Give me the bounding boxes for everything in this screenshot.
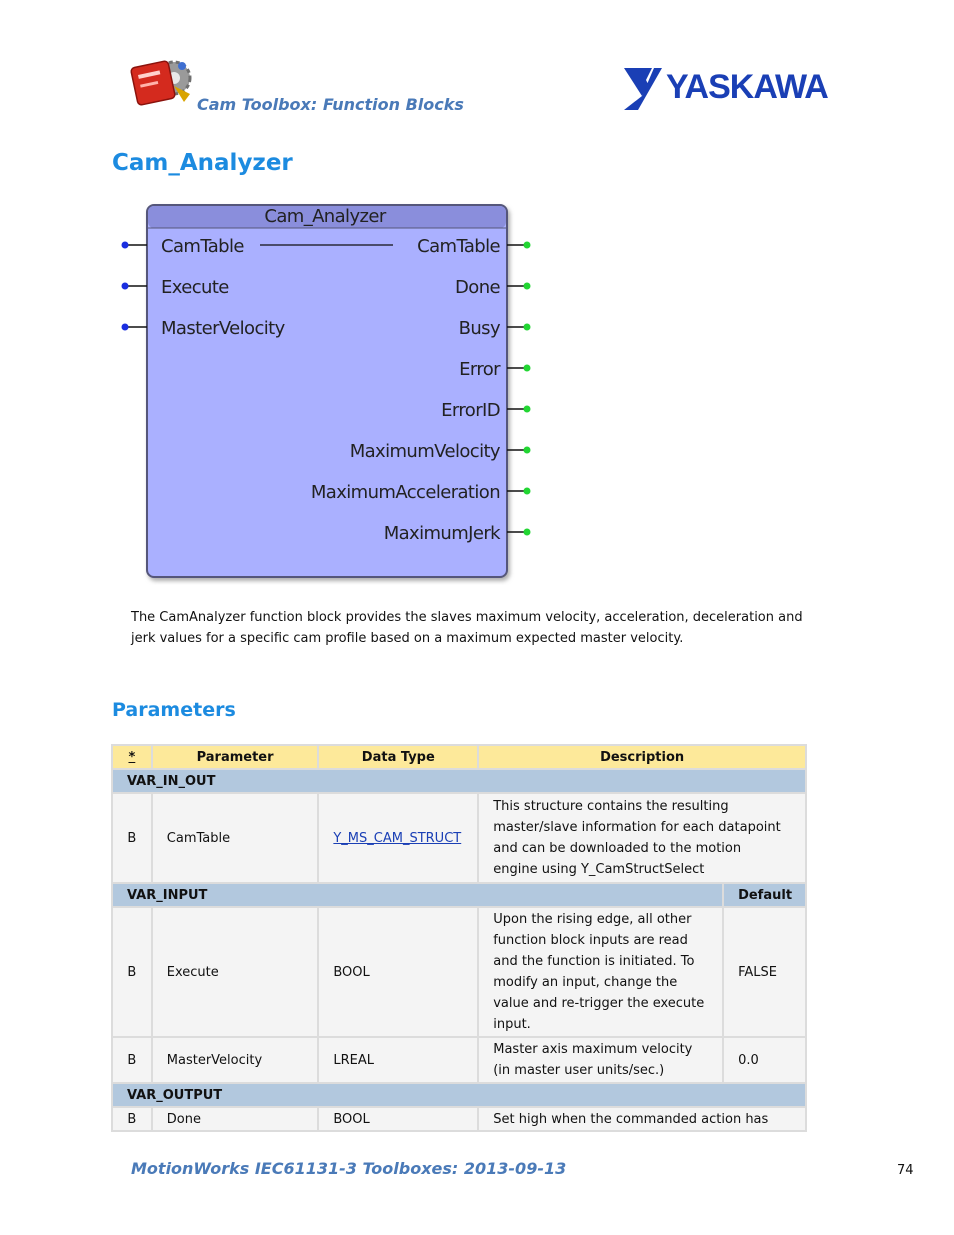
row-data-type: BOOL <box>318 907 478 1037</box>
fb-input-label: MasterVelocity <box>161 318 285 339</box>
fb-output-label: ErrorID <box>441 400 500 421</box>
row-flag: B <box>112 1107 152 1131</box>
fb-output-label: Done <box>455 277 500 298</box>
fb-input-label: Execute <box>161 277 229 298</box>
fb-output-maximumjerk <box>384 523 531 544</box>
block-description: The CamAnalyzer function block provides the slaves maximum velocity, acceleration, deceleration and jerk values for a specific cam profile based on a maximum expected master velocity. <box>131 610 803 646</box>
section-var-input: VAR_INPUT <box>112 883 723 907</box>
fb-output-label: Busy <box>458 318 500 339</box>
yaskawa-wordmark: YASKAWA <box>666 68 828 106</box>
page-number: 74 <box>897 1163 914 1178</box>
fb-output-label: CamTable <box>417 236 500 257</box>
row-description: Master axis maximum velocity (in master user units/sec.) <box>478 1037 723 1083</box>
row-flag: B <box>112 1037 152 1083</box>
row-parameter: Done <box>152 1107 319 1131</box>
fb-body <box>147 205 507 577</box>
header-section-title: Cam Toolbox: Function Blocks <box>197 95 464 114</box>
row-description: Upon the rising edge, all other function block inputs are read and the function is initiated. To modify an input, change the value and re-trigger the execute input. <box>478 907 723 1037</box>
parameters-heading: Parameters <box>112 699 236 721</box>
table-row <box>112 1107 806 1131</box>
fb-output-label: MaximumJerk <box>383 523 500 544</box>
section-row <box>112 883 806 907</box>
parameters-table <box>111 744 807 1132</box>
row-default: 0.0 <box>723 1037 806 1083</box>
function-block-diagram <box>115 200 535 585</box>
row-flag: B <box>112 907 152 1037</box>
section-var-in-out: VAR_IN_OUT <box>112 769 806 793</box>
row-data-type: LREAL <box>318 1037 478 1083</box>
toolbox-logo-icon <box>130 56 198 110</box>
header-star: * <box>112 745 152 769</box>
header-description: Description <box>478 745 806 769</box>
row-data-type <box>318 793 478 883</box>
fb-input-execute <box>122 277 230 298</box>
fb-output-busy <box>459 318 531 339</box>
row-parameter: CamTable <box>152 793 319 883</box>
section-default-header: Default <box>723 883 806 907</box>
table-row <box>112 1037 806 1083</box>
fb-output-label: MaximumVelocity <box>349 441 500 462</box>
fb-output-done <box>455 277 530 298</box>
section-var-output: VAR_OUTPUT <box>112 1083 806 1107</box>
header-data-type: Data Type <box>318 745 478 769</box>
fb-output-label: Error <box>459 359 500 380</box>
row-description: Set high when the commanded action has <box>478 1107 806 1131</box>
row-parameter: Execute <box>152 907 319 1037</box>
y-ms-cam-struct-link[interactable]: Y_MS_CAM_STRUCT <box>333 830 462 846</box>
fb-output-maximumacceleration <box>311 482 531 503</box>
row-description: This structure contains the resulting master/slave information for each datapoint and can be downloaded to the motion engine using Y_CamStructSelect <box>478 793 806 883</box>
fb-input-camtable <box>122 236 245 257</box>
row-data-type: BOOL <box>318 1107 478 1131</box>
fb-output-label: MaximumAcceleration <box>310 482 500 503</box>
fb-input-label: CamTable <box>161 236 244 257</box>
row-flag: B <box>112 793 152 883</box>
page-title: Cam_Analyzer <box>112 150 293 176</box>
fb-output-errorid <box>441 400 530 421</box>
fb-output-camtable <box>417 236 530 257</box>
header-parameter: Parameter <box>152 745 319 769</box>
table-row <box>112 793 806 883</box>
section-row <box>112 769 806 793</box>
fb-title: Cam_Analyzer <box>264 206 386 227</box>
section-row <box>112 1083 806 1107</box>
table-row <box>112 907 806 1037</box>
row-default: FALSE <box>723 907 806 1037</box>
footer-text: MotionWorks IEC61131-3 Toolboxes: 2013-09-13 <box>131 1159 567 1178</box>
fb-output-error <box>459 359 530 380</box>
yaskawa-logo <box>622 66 844 112</box>
table-header-row <box>112 745 806 769</box>
row-parameter: MasterVelocity <box>152 1037 319 1083</box>
